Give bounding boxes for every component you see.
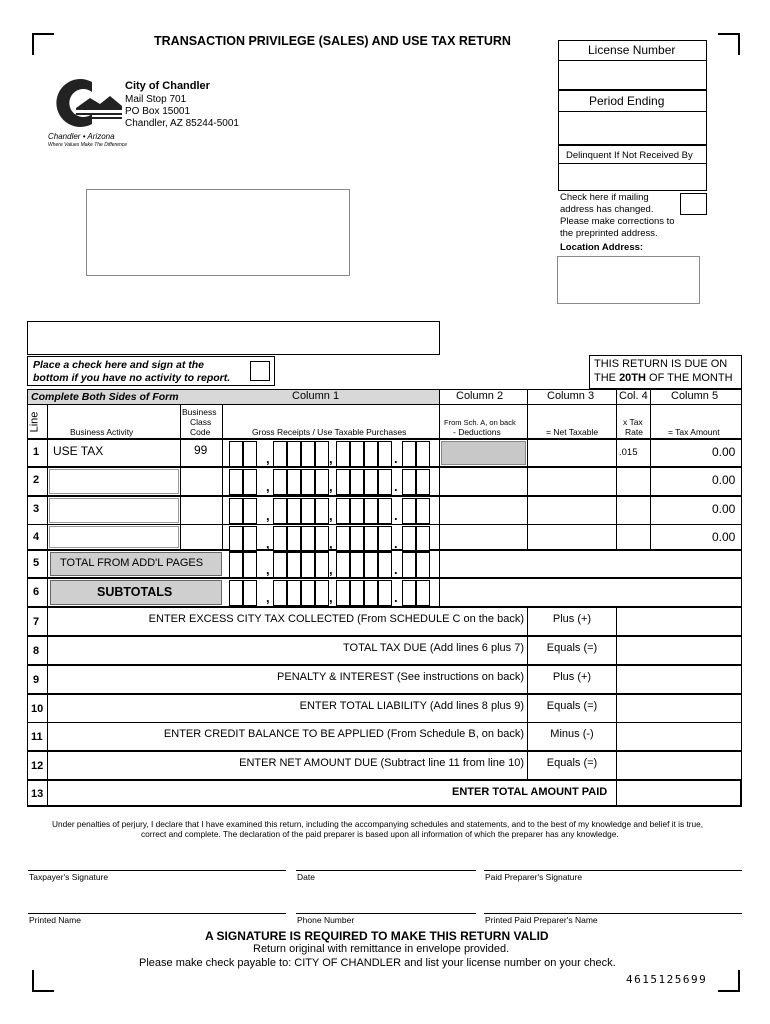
business-activity-value: USE TAX bbox=[53, 444, 104, 458]
perjury-statement-1: Under penalties of perjury, I declare that I have examined this return, including the accompanying schedules and statements, and to the best of my knowledge and belief it is true, bbox=[52, 819, 704, 829]
digit-box[interactable] bbox=[301, 469, 315, 495]
summary-row-label: ENTER NET AMOUNT DUE (Subtract line 11 from line 10) bbox=[239, 757, 524, 769]
deductions-field[interactable] bbox=[441, 526, 526, 548]
city-logo bbox=[46, 76, 126, 152]
row-13-label: ENTER TOTAL AMOUNT PAID bbox=[452, 786, 608, 798]
date-line[interactable] bbox=[296, 870, 476, 871]
summary-row-num: 10 bbox=[31, 703, 44, 715]
summary-row-amount-field[interactable] bbox=[618, 666, 740, 693]
digit-box[interactable] bbox=[364, 469, 378, 495]
period-ending-box[interactable] bbox=[558, 90, 707, 145]
digit-box[interactable] bbox=[402, 498, 416, 524]
digit-box[interactable] bbox=[364, 498, 378, 524]
taxpayer-signature-label: Taxpayer's Signature bbox=[29, 872, 109, 882]
digit-box[interactable] bbox=[243, 441, 257, 467]
decimal-point: . bbox=[394, 562, 398, 577]
business-activity-label: Business Activity bbox=[70, 427, 134, 437]
payable-note: Please make check payable to: CITY OF CHANDLER and list your license number on your check. bbox=[139, 957, 616, 969]
digit-box[interactable] bbox=[416, 552, 430, 578]
logo-text: Chandler • Arizona bbox=[48, 132, 115, 141]
deductions-field[interactable] bbox=[441, 469, 526, 494]
thousands-separator: , bbox=[329, 562, 333, 577]
mailing-address-box[interactable] bbox=[86, 189, 350, 276]
digit-box[interactable] bbox=[402, 552, 416, 578]
decimal-point: . bbox=[394, 508, 398, 523]
mailing-note-1: Check here if mailing bbox=[560, 192, 649, 203]
digit-box[interactable] bbox=[378, 469, 392, 495]
due-note-line2: THE 20TH OF THE MONTH bbox=[594, 372, 733, 384]
summary-row-operator: Minus (-) bbox=[550, 728, 594, 740]
city-address-line1: Mail Stop 701 bbox=[125, 94, 187, 105]
digit-box[interactable] bbox=[229, 580, 243, 606]
digit-box[interactable] bbox=[378, 580, 392, 606]
digit-box[interactable] bbox=[315, 552, 329, 578]
row-5-label-box bbox=[50, 552, 222, 576]
line-label: Line bbox=[28, 411, 41, 433]
thousands-separator: , bbox=[329, 536, 333, 551]
digit-box[interactable] bbox=[350, 441, 364, 467]
business-activity-field[interactable] bbox=[49, 469, 179, 494]
period-ending-label: Period Ending bbox=[589, 94, 665, 108]
summary-row-label: ENTER CREDIT BALANCE TO BE APPLIED (From Schedule B, on back) bbox=[163, 728, 524, 740]
digit-box[interactable] bbox=[378, 526, 392, 552]
business-activity-field[interactable] bbox=[49, 441, 179, 465]
digit-box[interactable] bbox=[364, 552, 378, 578]
summary-row-label: ENTER TOTAL LIABILITY (Add lines 8 plus 9) bbox=[299, 700, 524, 712]
gross-receipts-label: Gross Receipts / Use Taxable Purchases bbox=[252, 427, 407, 437]
row-6-num: 6 bbox=[33, 586, 40, 598]
location-address-label: Location Address: bbox=[560, 242, 644, 253]
col4-label: Col. 4 bbox=[619, 390, 648, 402]
digit-box[interactable] bbox=[287, 580, 301, 606]
summary-row-num: 12 bbox=[31, 760, 44, 772]
tax-amount[interactable]: 0.00 bbox=[712, 502, 736, 516]
digit-box[interactable] bbox=[336, 580, 350, 606]
return-original: Return original with remittance in envelope provided. bbox=[253, 943, 510, 955]
digit-box[interactable] bbox=[229, 498, 243, 524]
row-num: 1 bbox=[33, 446, 40, 458]
digit-box[interactable] bbox=[287, 498, 301, 524]
digit-box[interactable] bbox=[315, 580, 329, 606]
net-taxable-field[interactable] bbox=[529, 441, 615, 465]
row-num: 3 bbox=[33, 503, 40, 515]
digit-box[interactable] bbox=[287, 441, 301, 467]
logo-tagline: Where Values Make The Difference bbox=[48, 142, 128, 148]
date-label: Date bbox=[297, 872, 315, 882]
total-amount-paid-field[interactable] bbox=[617, 781, 740, 805]
digit-box[interactable] bbox=[229, 469, 243, 495]
digit-box[interactable] bbox=[350, 552, 364, 578]
no-activity-checkbox[interactable] bbox=[250, 361, 270, 381]
row-5-deductions[interactable] bbox=[439, 550, 742, 578]
tax-rate-label-2: Rate bbox=[625, 427, 643, 437]
summary-row-label: TOTAL TAX DUE (Add lines 6 plus 7) bbox=[343, 642, 524, 654]
summary-row-amount-field[interactable] bbox=[618, 608, 740, 635]
digit-box[interactable] bbox=[378, 498, 392, 524]
column1-label: Column 1 bbox=[292, 390, 340, 402]
column5-label: Column 5 bbox=[671, 390, 719, 402]
no-activity-line2: bottom if you have no activity to report. bbox=[33, 372, 231, 384]
digit-box[interactable] bbox=[301, 441, 315, 467]
crop-mark-bottom-left bbox=[32, 970, 54, 992]
phone-line[interactable] bbox=[296, 913, 476, 914]
summary-row-amount-field[interactable] bbox=[618, 752, 740, 779]
deductions-field[interactable] bbox=[441, 498, 526, 523]
digit-box[interactable] bbox=[364, 580, 378, 606]
perjury-statement-2: correct and complete. The declaration of the paid preparer is based upon all information of which the preparer has any knowledge. bbox=[141, 829, 619, 839]
city-name: City of Chandler bbox=[125, 80, 210, 92]
city-address-line2: PO Box 15001 bbox=[125, 106, 191, 117]
license-number-box[interactable] bbox=[558, 40, 707, 90]
bcc-label-1: Business bbox=[182, 407, 217, 417]
digit-box[interactable] bbox=[273, 441, 287, 467]
summary-row-label: PENALTY & INTEREST (See instructions on back) bbox=[277, 671, 524, 683]
due-note-box bbox=[589, 355, 742, 389]
taxpayer-name-box[interactable] bbox=[27, 321, 440, 355]
license-number-label: License Number bbox=[588, 43, 676, 57]
printed-name-label: Printed Name bbox=[29, 915, 81, 925]
net-taxable-label: = Net Taxable bbox=[546, 427, 599, 437]
digit-box[interactable] bbox=[378, 441, 392, 467]
digit-box[interactable] bbox=[416, 498, 430, 524]
row-13-num: 13 bbox=[31, 788, 44, 800]
address-change-checkbox[interactable] bbox=[680, 193, 707, 215]
digit-box[interactable] bbox=[273, 552, 287, 578]
bcc-label-3: Code bbox=[190, 427, 211, 437]
summary-row-amount-field[interactable] bbox=[618, 637, 740, 664]
decimal-point: . bbox=[394, 590, 398, 605]
phone-label: Phone Number bbox=[297, 915, 355, 925]
net-taxable-field[interactable] bbox=[529, 526, 615, 548]
printed-name-line[interactable] bbox=[28, 913, 286, 914]
digit-box[interactable] bbox=[243, 526, 257, 552]
row-6-right[interactable] bbox=[439, 578, 742, 607]
preparer-signature-label: Paid Preparer's Signature bbox=[485, 872, 583, 882]
digit-box[interactable] bbox=[350, 580, 364, 606]
tax-amount[interactable]: 0.00 bbox=[712, 530, 736, 544]
digit-box[interactable] bbox=[416, 526, 430, 552]
digit-box[interactable] bbox=[336, 498, 350, 524]
digit-box[interactable] bbox=[301, 580, 315, 606]
thousands-separator: , bbox=[329, 508, 333, 523]
no-activity-box bbox=[27, 356, 275, 386]
summary-row-amount-field[interactable] bbox=[618, 695, 740, 722]
summary-row-operator: Plus (+) bbox=[552, 671, 592, 683]
due-note-line1: THIS RETURN IS DUE ON bbox=[594, 358, 728, 370]
business-activity-field[interactable] bbox=[49, 526, 179, 548]
chandler-logo-icon bbox=[46, 76, 126, 130]
location-address-box[interactable] bbox=[557, 256, 700, 304]
mailing-note-2: address has changed. bbox=[560, 204, 654, 215]
net-taxable-field[interactable] bbox=[529, 498, 615, 523]
decimal-point: . bbox=[394, 451, 398, 466]
delinquent-box[interactable] bbox=[558, 145, 707, 191]
digit-box[interactable] bbox=[315, 526, 329, 552]
digit-box[interactable] bbox=[287, 469, 301, 495]
preparer-name-line[interactable] bbox=[484, 913, 742, 914]
summary-row-num: 11 bbox=[31, 731, 43, 743]
digit-box[interactable] bbox=[364, 441, 378, 467]
tax-rate: .015 bbox=[619, 447, 638, 458]
digit-box[interactable] bbox=[336, 552, 350, 578]
digit-box[interactable] bbox=[229, 441, 243, 467]
row-num: 2 bbox=[33, 474, 40, 486]
digit-box[interactable] bbox=[402, 580, 416, 606]
summary-row-operator: Equals (=) bbox=[546, 642, 598, 654]
digit-box[interactable] bbox=[243, 552, 257, 578]
digit-box[interactable] bbox=[315, 469, 329, 495]
digit-box[interactable] bbox=[243, 498, 257, 524]
digit-box[interactable] bbox=[402, 526, 416, 552]
preparer-name-label: Printed Paid Preparer's Name bbox=[485, 915, 598, 925]
row-6-label: SUBTOTALS bbox=[97, 585, 173, 599]
deductions-label-1: From Sch. A, on back bbox=[444, 418, 516, 427]
no-activity-line1: Place a check here and sign at the bbox=[33, 359, 204, 371]
mailing-note-3: Please make corrections to bbox=[560, 216, 675, 227]
digit-box[interactable] bbox=[273, 526, 287, 552]
column2-label: Column 2 bbox=[456, 390, 504, 402]
form-number: 4615125699 bbox=[626, 973, 708, 986]
digit-box[interactable] bbox=[336, 441, 350, 467]
column3-label: Column 3 bbox=[547, 390, 595, 402]
thousands-separator: , bbox=[266, 536, 270, 551]
tax-amount[interactable]: 0.00 bbox=[712, 473, 736, 487]
digit-box[interactable] bbox=[350, 469, 364, 495]
row-5-num: 5 bbox=[33, 557, 40, 569]
digit-box[interactable] bbox=[229, 526, 243, 552]
summary-row-num: 8 bbox=[33, 645, 40, 657]
summary-row-operator: Equals (=) bbox=[546, 757, 598, 769]
tax-amount-label: = Tax Amount bbox=[668, 427, 720, 437]
digit-box[interactable] bbox=[350, 498, 364, 524]
digit-box[interactable] bbox=[243, 469, 257, 495]
digit-box[interactable] bbox=[301, 552, 315, 578]
delinquent-label: Delinquent If Not Received By bbox=[566, 150, 693, 161]
bcc-label-2: Class bbox=[190, 417, 212, 427]
digit-box[interactable] bbox=[350, 526, 364, 552]
thousands-separator: , bbox=[329, 451, 333, 466]
crop-mark-top-right bbox=[718, 33, 740, 55]
tax-rate-label-1: x Tax bbox=[623, 417, 643, 427]
digit-box[interactable] bbox=[301, 526, 315, 552]
digit-box[interactable] bbox=[273, 498, 287, 524]
digit-box[interactable] bbox=[402, 469, 416, 495]
digit-box[interactable] bbox=[402, 441, 416, 467]
digit-box[interactable] bbox=[336, 469, 350, 495]
deductions-field[interactable] bbox=[441, 441, 526, 465]
thousands-separator: , bbox=[329, 479, 333, 494]
digit-box[interactable] bbox=[416, 441, 430, 467]
net-taxable-field[interactable] bbox=[529, 469, 615, 494]
taxpayer-signature-line[interactable] bbox=[28, 870, 286, 871]
digit-box[interactable] bbox=[416, 469, 430, 495]
digit-box[interactable] bbox=[301, 498, 315, 524]
digit-box[interactable] bbox=[336, 526, 350, 552]
mailing-note-4: the preprinted address. bbox=[560, 228, 658, 239]
row-6-label-box bbox=[50, 580, 222, 605]
summary-row-amount-field[interactable] bbox=[618, 723, 740, 750]
business-class-code[interactable]: 99 bbox=[194, 443, 208, 457]
thousands-separator: , bbox=[329, 590, 333, 605]
form-title: TRANSACTION PRIVILEGE (SALES) AND USE TAX RETURN bbox=[154, 34, 511, 48]
row-5-label: TOTAL FROM ADD'L PAGES bbox=[60, 557, 204, 569]
decimal-point: . bbox=[394, 479, 398, 494]
digit-box[interactable] bbox=[315, 441, 329, 467]
complete-both-label: Complete Both Sides of Form bbox=[31, 391, 179, 403]
digit-box[interactable] bbox=[416, 580, 430, 606]
summary-row-operator: Plus (+) bbox=[552, 613, 592, 625]
digit-box[interactable] bbox=[287, 552, 301, 578]
decimal-point: . bbox=[394, 536, 398, 551]
digit-box[interactable] bbox=[273, 580, 287, 606]
digit-box[interactable] bbox=[378, 552, 392, 578]
digit-box[interactable] bbox=[364, 526, 378, 552]
thousands-separator: , bbox=[266, 508, 270, 523]
business-activity-field[interactable] bbox=[49, 498, 179, 523]
digit-box[interactable] bbox=[243, 580, 257, 606]
signature-required: A SIGNATURE IS REQUIRED TO MAKE THIS RETURN VALID bbox=[205, 929, 549, 943]
crop-mark-top-left bbox=[32, 33, 54, 55]
preparer-signature-line[interactable] bbox=[484, 870, 742, 871]
deductions-label-2: - Deductions bbox=[453, 427, 501, 437]
digit-box[interactable] bbox=[229, 552, 243, 578]
summary-row-num: 9 bbox=[33, 674, 40, 686]
city-address-line3: Chandler, AZ 85244-5001 bbox=[125, 118, 239, 129]
thousands-separator: , bbox=[266, 562, 270, 577]
summary-row-operator: Equals (=) bbox=[546, 700, 598, 712]
row-num: 4 bbox=[33, 531, 40, 543]
tax-amount[interactable]: 0.00 bbox=[712, 445, 736, 459]
thousands-separator: , bbox=[266, 451, 270, 466]
digit-box[interactable] bbox=[273, 469, 287, 495]
digit-box[interactable] bbox=[315, 498, 329, 524]
thousands-separator: , bbox=[266, 590, 270, 605]
summary-row-num: 7 bbox=[33, 616, 40, 628]
summary-row-label: ENTER EXCESS CITY TAX COLLECTED (From SCHEDULE C on the back) bbox=[148, 613, 524, 625]
digit-box[interactable] bbox=[287, 526, 301, 552]
thousands-separator: , bbox=[266, 479, 270, 494]
crop-mark-bottom-right bbox=[718, 970, 740, 992]
